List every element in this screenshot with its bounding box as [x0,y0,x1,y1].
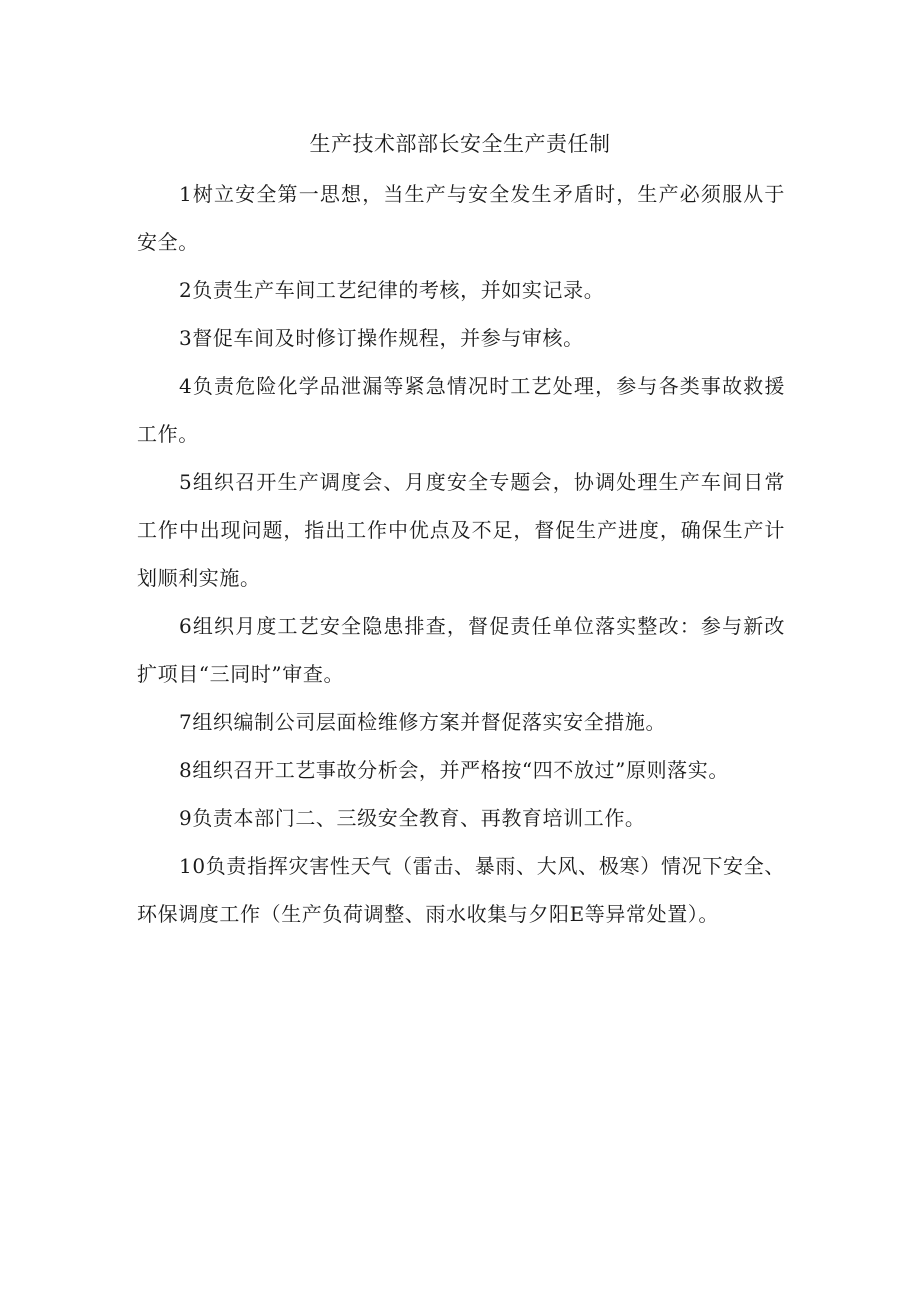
responsibility-item-6: 6组织月度工艺安全隐患排查，督促责任单位落实整改：参与新改扩项目“三同时”审查。 [137,614,785,686]
responsibility-list [137,170,785,938]
responsibility-item-2: 2负责生产车间工艺纪律的考核，并如实记录。 [179,278,605,302]
responsibility-item-5: 5组织召开生产调度会、月度安全专题会，协调处理生产车间日常工作中出现问题，指出工作中优点及不足，督促生产进度，确保生产计划顺利实施。 [137,470,785,590]
responsibility-item-7: 7组织编制公司层面检维修方案并督促落实安全措施。 [179,710,667,734]
document-title: 生产技术部部长安全生产责任制 [309,132,611,156]
responsibility-item-1: 1树立安全第一思想，当生产与安全发生矛盾时，生产必须服从于安全。 [137,182,785,254]
responsibility-item-4: 4负责危险化学品泄漏等紧急情况时工艺处理，参与各类事故救援工作。 [137,374,785,446]
responsibility-item-8: 8组织召开工艺事故分析会，并严格按“四不放过”原则落实。 [179,758,729,782]
responsibility-item-3: 3督促车间及时修订操作规程，并参与审核。 [179,326,584,350]
responsibility-item-9: 9负责本部门二、三级安全教育、再教育培训工作。 [179,806,646,830]
responsibility-item-10: 10负责指挥灾害性天气（雷击、暴雨、大风、极寒）情况下安全、环保调度工作（生产负荷调整、雨水收集与夕阳E等异常处置）。 [137,854,785,926]
